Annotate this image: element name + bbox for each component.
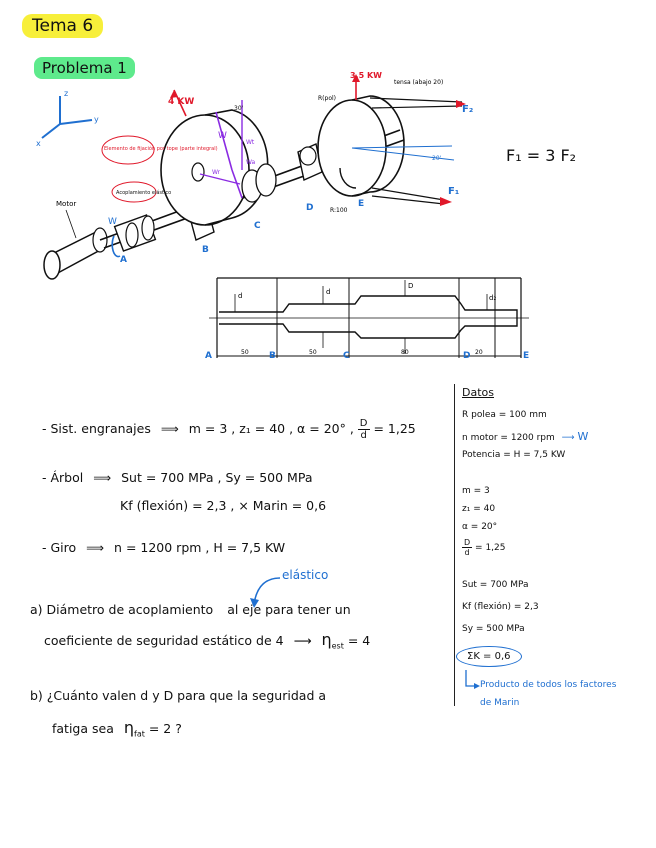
pt-e: E: [358, 199, 365, 209]
pt-d: D: [306, 203, 314, 213]
datos-sut: Sut = 700 MPa: [462, 580, 529, 590]
datos-w-label: W: [577, 430, 589, 443]
datos-alpha: α = 20°: [462, 522, 498, 532]
question-a-line1: a) Diámetro de acoplamiento al eje para tener un: [30, 602, 351, 617]
datos-frac: $\frac{D}{d}$ = 1,25: [464, 538, 506, 557]
engranajes-frac-value: = 1,25: [373, 421, 416, 436]
motor: [44, 200, 107, 279]
motor-label: Motor: [56, 200, 77, 208]
datos-separator: [454, 384, 455, 706]
shaft-d2-label: d₂: [489, 294, 497, 302]
gear-c: [161, 110, 276, 225]
tema-badge: Tema 6: [22, 14, 103, 38]
giro-label: - Giro: [42, 540, 77, 555]
coupling: [108, 215, 155, 257]
question-b-line2: fatiga sea $\eta_{fat} = 2$ ?: [52, 718, 182, 739]
datos-circled-k: ΣK = 0,6: [456, 646, 522, 667]
dim-bc: 50: [309, 349, 317, 356]
r100-label: R:100: [330, 207, 348, 214]
a-note-elastico: elástico: [282, 568, 329, 582]
dim-cd: 80: [401, 349, 409, 356]
giro-line: - Giro ⟹ n = 1200 rpm , H = 7,5 KW: [42, 540, 286, 555]
arbol-label: - Árbol: [42, 470, 84, 485]
machine-diagram: [0, 60, 656, 300]
question-b-line1: b) ¿Cuánto valen d y D para que la seguridad a: [30, 688, 327, 703]
shaft-pt-c: C: [343, 351, 350, 361]
pulley-e: [318, 96, 404, 196]
force-relation: F₁ = 3 F₂: [506, 146, 577, 165]
dim-de: 20: [475, 349, 483, 356]
datos-z1: z₁ = 40: [462, 504, 496, 514]
rpolea-label: R(pol): [318, 95, 336, 102]
axes-icon: [36, 89, 99, 148]
question-a-line2: coeficiente de seguridad estático de 4 ⟶ $\eta_{est} = 4$: [44, 630, 371, 651]
axis-y-label: y: [94, 115, 99, 124]
angle-20-label: 20': [432, 155, 442, 162]
arbol-values-2: Kf (flexión) = 2,3 , × Marin = 0,6: [120, 498, 327, 513]
shaft-diagram: [205, 274, 535, 366]
f2-label: F₂: [462, 104, 474, 115]
datos-title: Datos: [462, 386, 494, 399]
arbol-values: Sut = 700 MPa , Sy = 500 MPa: [121, 470, 313, 485]
tension-label: tensa (abajo 20): [394, 79, 444, 86]
engranajes-values: m = 3 , z₁ = 40 , α = 20° ,: [188, 421, 354, 436]
acoplamiento-label: Acoplamiento elástico: [116, 190, 172, 196]
pt-c: C: [254, 221, 261, 231]
dim-ab: 50: [241, 349, 249, 356]
arbol-line: - Árbol ⟹ Sut = 700 MPa , Sy = 500 MPa: [42, 470, 313, 485]
engranajes-label: - Sist. engranajes: [42, 421, 151, 436]
datos-note-arrow: [462, 670, 482, 692]
wa-label: Wa: [246, 159, 256, 166]
datos-kf: Kf (flexión) = 2,3: [462, 602, 539, 612]
axis-x-label: x: [36, 139, 41, 148]
w-motor-label: W: [108, 217, 117, 227]
giro-values: n = 1200 rpm , H = 7,5 KW: [114, 540, 286, 555]
datos-potencia: Potencia = H = 7,5 KW: [462, 450, 566, 460]
datos-nmotor: n motor = 1200 rpm ⟶ W: [462, 430, 589, 443]
engranajes-line: - Sist. engranajes ⟹ m = 3 , z₁ = 40 , α = 20° , $\frac{D}{d}$ = 1,25: [42, 418, 416, 441]
power-right-label: 3,5 KW: [350, 71, 382, 80]
shaft-big-d-label: D: [408, 282, 414, 290]
datos-rpolea: R polea = 100 mm: [462, 410, 547, 420]
engranajes-frac: $\frac{D}{d}$: [359, 418, 368, 441]
wt-label: Wt: [246, 139, 255, 146]
shaft-d-label: d: [238, 292, 243, 300]
problema-badge: Problema 1: [34, 57, 135, 79]
shaft-pt-e: E: [523, 351, 530, 361]
datos-sy: Sy = 500 MPa: [462, 624, 525, 634]
shaft-d-label-2: d: [326, 288, 331, 296]
f1-label: F₁: [448, 186, 460, 197]
shaft-pt-d: D: [463, 351, 471, 361]
angle-30-label: 30': [234, 105, 244, 112]
pt-b: B: [202, 245, 209, 255]
shaft-pt-a: A: [205, 351, 212, 361]
power-left-label: 4 KW: [168, 97, 195, 107]
w-force-label: W: [218, 131, 227, 141]
wr-label: Wr: [212, 169, 221, 176]
shaft-pt-b: B: [269, 351, 276, 361]
axis-z-label: z: [64, 89, 69, 98]
datos-note-line1: Producto de todos los factores: [480, 680, 617, 690]
pt-a: A: [120, 255, 127, 265]
datos-note-line2: de Marin: [480, 698, 520, 708]
nota-elemento: Elemento de fijación por tope (parte integral): [104, 146, 218, 152]
datos-m: m = 3: [462, 486, 490, 496]
